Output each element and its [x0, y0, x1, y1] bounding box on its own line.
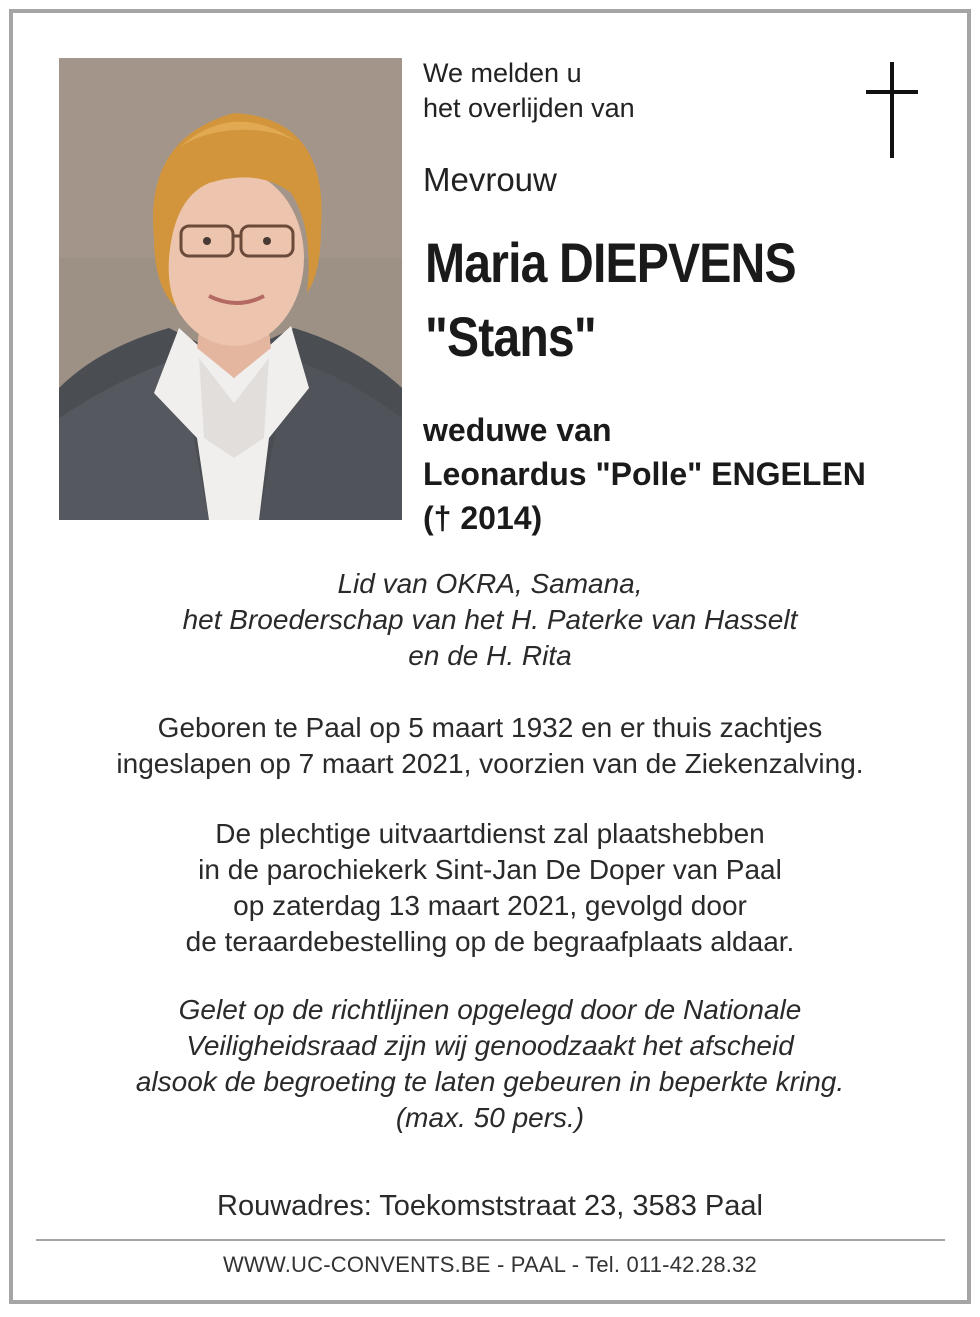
intro-line: We melden u	[423, 58, 582, 88]
funeral-line: de teraardebestelling op de begraafplaats aldaar.	[185, 926, 795, 957]
funeral-line: op zaterdag 13 maart 2021, gevolgd door	[233, 890, 747, 921]
footer-divider	[36, 1239, 945, 1241]
mourning-address: Rouwadres: Toekomststraat 23, 3583 Paal	[217, 1190, 763, 1222]
membership-line: en de H. Rita	[408, 640, 572, 671]
birth-death-line: ingeslapen op 7 maart 2021, voorzien van de Ziekenzalving.	[116, 748, 864, 779]
spouse-line: weduwe van	[423, 412, 612, 448]
name-line: Maria DIEPVENS	[425, 231, 796, 294]
covid-notice-block	[0, 992, 980, 1136]
membership-line: Lid van OKRA, Samana,	[337, 568, 643, 599]
birth-death-block	[0, 710, 980, 782]
funeral-block	[0, 816, 980, 960]
deceased-name	[425, 226, 872, 374]
salutation: Mevrouw	[423, 161, 557, 198]
footer-contact: WWW.UC-CONVENTS.BE - PAAL - Tel. 011-42.28.32	[223, 1252, 757, 1277]
portrait-illustration	[59, 58, 402, 520]
notice-line: Veiligheidsraad zijn wij genoodzaakt het afscheid	[186, 1030, 794, 1061]
latin-cross-icon	[862, 62, 922, 160]
membership-line: het Broederschap van het H. Paterke van Hasselt	[182, 604, 798, 635]
spouse-info	[423, 408, 943, 540]
notice-line: (max. 50 pers.)	[395, 1102, 585, 1133]
notice-line: Gelet op de richtlijnen opgelegd door de Nationale	[178, 994, 802, 1025]
intro-text	[423, 56, 803, 126]
funeral-line: De plechtige uitvaartdienst zal plaatshebben	[215, 818, 765, 849]
portrait-photo	[59, 58, 402, 520]
memberships-block	[0, 566, 980, 674]
notice-line: alsook de begroeting te laten gebeuren in beperkte kring.	[135, 1066, 845, 1097]
birth-death-line: Geboren te Paal op 5 maart 1932 en er thuis zachtjes	[157, 712, 823, 743]
spouse-line: Leonardus "Polle" ENGELEN	[423, 456, 866, 492]
spouse-line: († 2014)	[423, 500, 543, 536]
nickname-line: "Stans"	[425, 305, 596, 368]
funeral-line: in de parochiekerk Sint-Jan De Doper van Paal	[198, 854, 782, 885]
intro-line: het overlijden van	[423, 93, 635, 123]
